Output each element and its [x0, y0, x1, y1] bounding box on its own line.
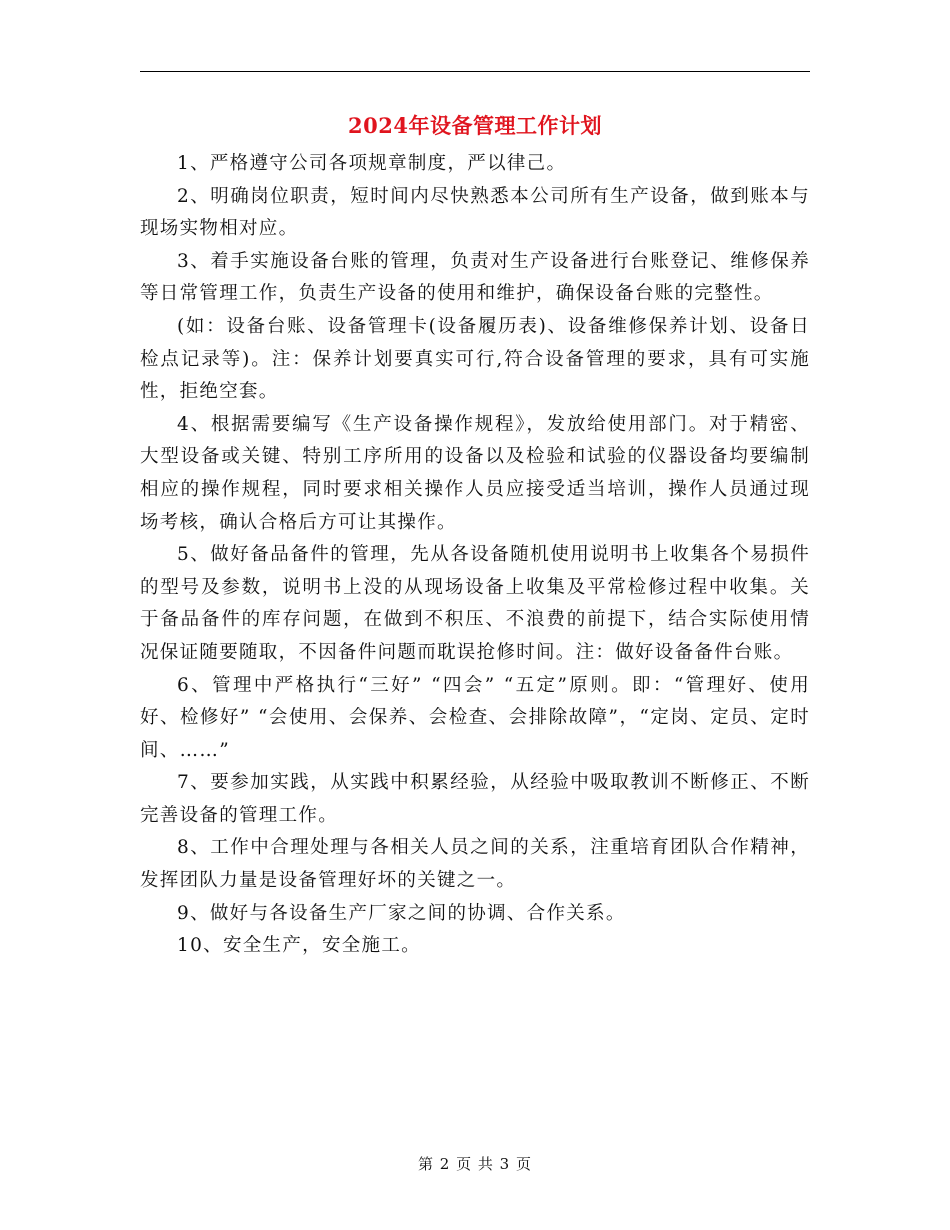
paragraph-8: 8、工作中合理处理与各相关人员之间的关系，注重培育团队合作精神，发挥团队力量是设备管理好坏的关键之一。 — [140, 837, 810, 892]
document-body — [140, 148, 810, 963]
paragraph-2: 2、明确岗位职责，短时间内尽快熟悉本公司所有生产设备，做到账本与现场实物相对应。 — [140, 185, 810, 240]
paragraph-3: 3、着手实施设备台账的管理，负责对生产设备进行台账登记、维修保养等日常管理工作，负责生产设备的使用和维护，确保设备台账的完整性。 — [140, 250, 810, 305]
paragraph-4: 4、根据需要编写《生产设备操作规程》，发放给使用部门。对于精密、大型设备或关键、特别工序所用的设备以及检验和试验的仪器设备均要编制相应的操作规程，同时要求相关操作人员应接受适当培训，操作人员通过现场考核，确认合格后方可让其操作。 — [140, 413, 810, 533]
paragraph-7: 7、要参加实践，从实践中积累经验，从经验中吸取教训不断修正、不断完善设备的管理工作。 — [140, 772, 810, 826]
header-rule — [140, 71, 810, 72]
page-number: 第 2 页 共 3 页 — [418, 1155, 532, 1173]
paragraph-3-note: (如：设备台账、设备管理卡(设备履历表)、设备维修保养计划、设备日检点记录等)。注：保养计划要真实可行,符合设备管理的要求，具有可实施性，拒绝空套。 — [140, 315, 810, 403]
paragraph-9: 9、做好与各设备生产厂家之间的协调、合作关系。 — [177, 902, 626, 924]
paragraph-10: 10、安全生产，安全施工。 — [177, 935, 421, 957]
paragraph-1: 1、严格遵守公司各项规章制度，严以律己。 — [177, 153, 567, 174]
document-title: 2024年设备管理工作计划 — [348, 113, 602, 138]
paragraph-6: 6、管理中严格执行“三好” “四会” “五定”原则。即：“管理好、使用好、检修好” “会使用、会保养、会检查、会排除故障”，“定岗、定员、定时间、……” — [140, 674, 810, 761]
paragraph-5: 5、做好备品备件的管理，先从各设备随机使用说明书上收集各个易损件的型号及参数，说明书上没的从现场设备上收集及平常检修过程中收集。关于备品备件的库存问题，在做到不积压、不浪费的前提下，结合实际使用情况保证随要随取，不因备件问题而耽误抢修时间。注：做好设备备件台账。 — [140, 544, 810, 663]
